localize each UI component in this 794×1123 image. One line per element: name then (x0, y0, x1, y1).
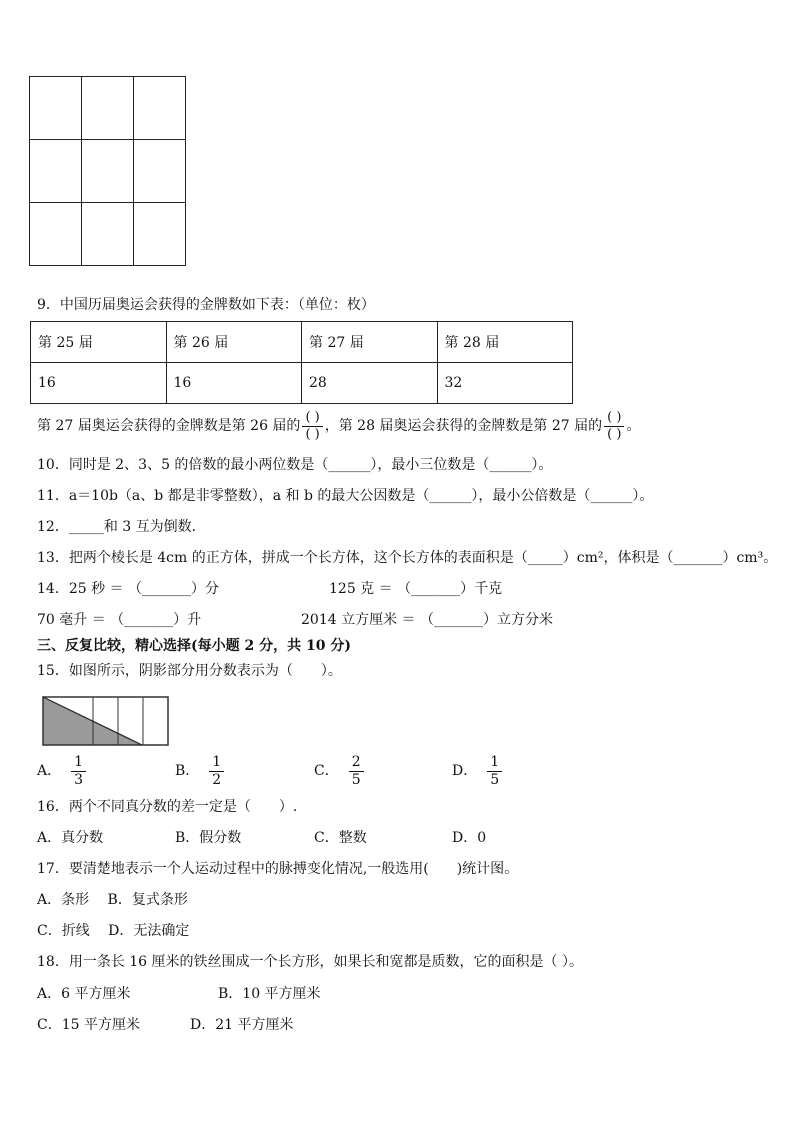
q10-text: 10．同时是 2、3、5 的倍数的最小两位数是（______），最小三位数是（______）。 (37, 457, 553, 473)
medal-table (30, 321, 573, 404)
q16-option-b[interactable]: B．假分数 (175, 830, 242, 846)
q12-text: 12．_____和 3 互为倒数． (37, 519, 206, 535)
q14-b: 125 克 ＝ （_______）千克 (329, 581, 503, 597)
fraction-denominator: ( ) (607, 426, 622, 442)
q9-line-b: ，第 28 届奥运会获得的金牌数是第 27 届的 (324, 418, 603, 434)
option-fraction (71, 754, 86, 789)
q15-option-a[interactable] (37, 752, 86, 790)
q15-option-c[interactable] (314, 752, 364, 790)
q16-option-d[interactable]: D．0 (452, 830, 487, 846)
option-fraction (349, 754, 364, 789)
table-header: 第 26 届 (166, 322, 302, 363)
grid-cell (30, 140, 82, 203)
table-cell: 32 (437, 363, 573, 404)
option-fraction (209, 754, 224, 789)
grid-cell (30, 203, 82, 266)
grid-cell (30, 77, 82, 140)
q15-option-b[interactable] (175, 752, 224, 790)
q16-text: 16．两个不同真分数的差一定是（ ）. (37, 799, 298, 815)
option-label: B． (175, 763, 200, 779)
table-cell: 28 (302, 363, 438, 404)
fraction-denominator: 5 (490, 771, 500, 788)
fraction-numerator: 1 (487, 754, 502, 772)
q18-option-d[interactable]: D．21 平方厘米 (190, 1017, 294, 1033)
q14-c: 70 毫升 ＝ （_______）升 (37, 612, 202, 628)
q16-option-a[interactable]: A．真分数 (37, 830, 104, 846)
grid-cell (134, 77, 186, 140)
table-row (31, 363, 573, 404)
fraction-numerator: 2 (349, 754, 364, 772)
q14-a: 14．25 秒 ＝ （_______）分 (37, 581, 219, 597)
q18-option-c[interactable]: C．15 平方厘米 (37, 1017, 140, 1033)
grid-cell (134, 203, 186, 266)
blank-grid (29, 76, 186, 266)
q14-d: 2014 立方厘米 ＝ （_______）立方分米 (301, 612, 553, 628)
grid-cell (82, 140, 134, 203)
q17-text: 17．要清楚地表示一个人运动过程中的脉搏变化情况,一般选用( )统计图。 (37, 861, 519, 877)
q18-option-b[interactable]: B．10 平方厘米 (218, 986, 321, 1002)
q9-fraction-line (37, 408, 640, 444)
shaded-figure (42, 696, 170, 746)
section-heading: 三、反复比较，精心选择(每小题 2 分，共 10 分) (37, 638, 351, 654)
fraction-denominator: 3 (74, 771, 84, 788)
q11-text: 11．a＝10b（a、b 都是非零整数），a 和 b 的最大公因数是（______），最小公倍数是（______）。 (37, 488, 654, 504)
fraction-denominator: 2 (212, 771, 222, 788)
fraction-numerator: ( ) (604, 410, 624, 427)
q15-option-d[interactable] (452, 752, 502, 790)
q9-text: 9．中国历届奥运会获得的金牌数如下表：（单位：枚） (37, 297, 375, 313)
q9-line-c: 。 (626, 418, 641, 434)
table-header: 第 28 届 (437, 322, 573, 363)
fraction-numerator: ( ) (302, 410, 322, 427)
grid-cell (134, 140, 186, 203)
table-header: 第 25 届 (31, 322, 167, 363)
table-header: 第 27 届 (302, 322, 438, 363)
table-cell: 16 (31, 363, 167, 404)
grid-cell (82, 203, 134, 266)
grid-cell (82, 77, 134, 140)
q18-option-a[interactable]: A．6 平方厘米 (37, 986, 131, 1002)
fraction-numerator: 1 (71, 754, 86, 772)
fraction-denominator: 5 (351, 771, 361, 788)
fraction-numerator: 1 (209, 754, 224, 772)
q18-text: 18．用一条长 16 厘米的铁丝围成一个长方形，如果长和宽都是质数，它的面积是（ ）。 (37, 954, 583, 970)
q17-options-cd[interactable]: C．折线 D．无法确定 (37, 923, 190, 939)
answer-fraction (604, 410, 624, 443)
option-fraction (487, 754, 502, 789)
table-cell: 16 (166, 363, 302, 404)
table-row (31, 322, 573, 363)
q9-line-a: 第 27 届奥运会获得的金牌数是第 26 届的 (37, 418, 301, 434)
option-label: D． (452, 763, 478, 779)
answer-fraction (302, 410, 322, 443)
option-label: A． (37, 763, 62, 779)
fraction-denominator: ( ) (305, 426, 320, 442)
q17-options-ab[interactable]: A．条形 B．复式条形 (37, 892, 188, 908)
option-label: C． (314, 763, 339, 779)
q13-text: 13．把两个棱长是 4cm 的正方体，拼成一个长方体，这个长方体的表面积是（_____）cm²，体积是（_______）cm³。 (37, 550, 778, 566)
q16-option-c[interactable]: C．整数 (314, 830, 367, 846)
q15-text: 15．如图所示，阴影部分用分数表示为（ ）。 (37, 663, 342, 679)
